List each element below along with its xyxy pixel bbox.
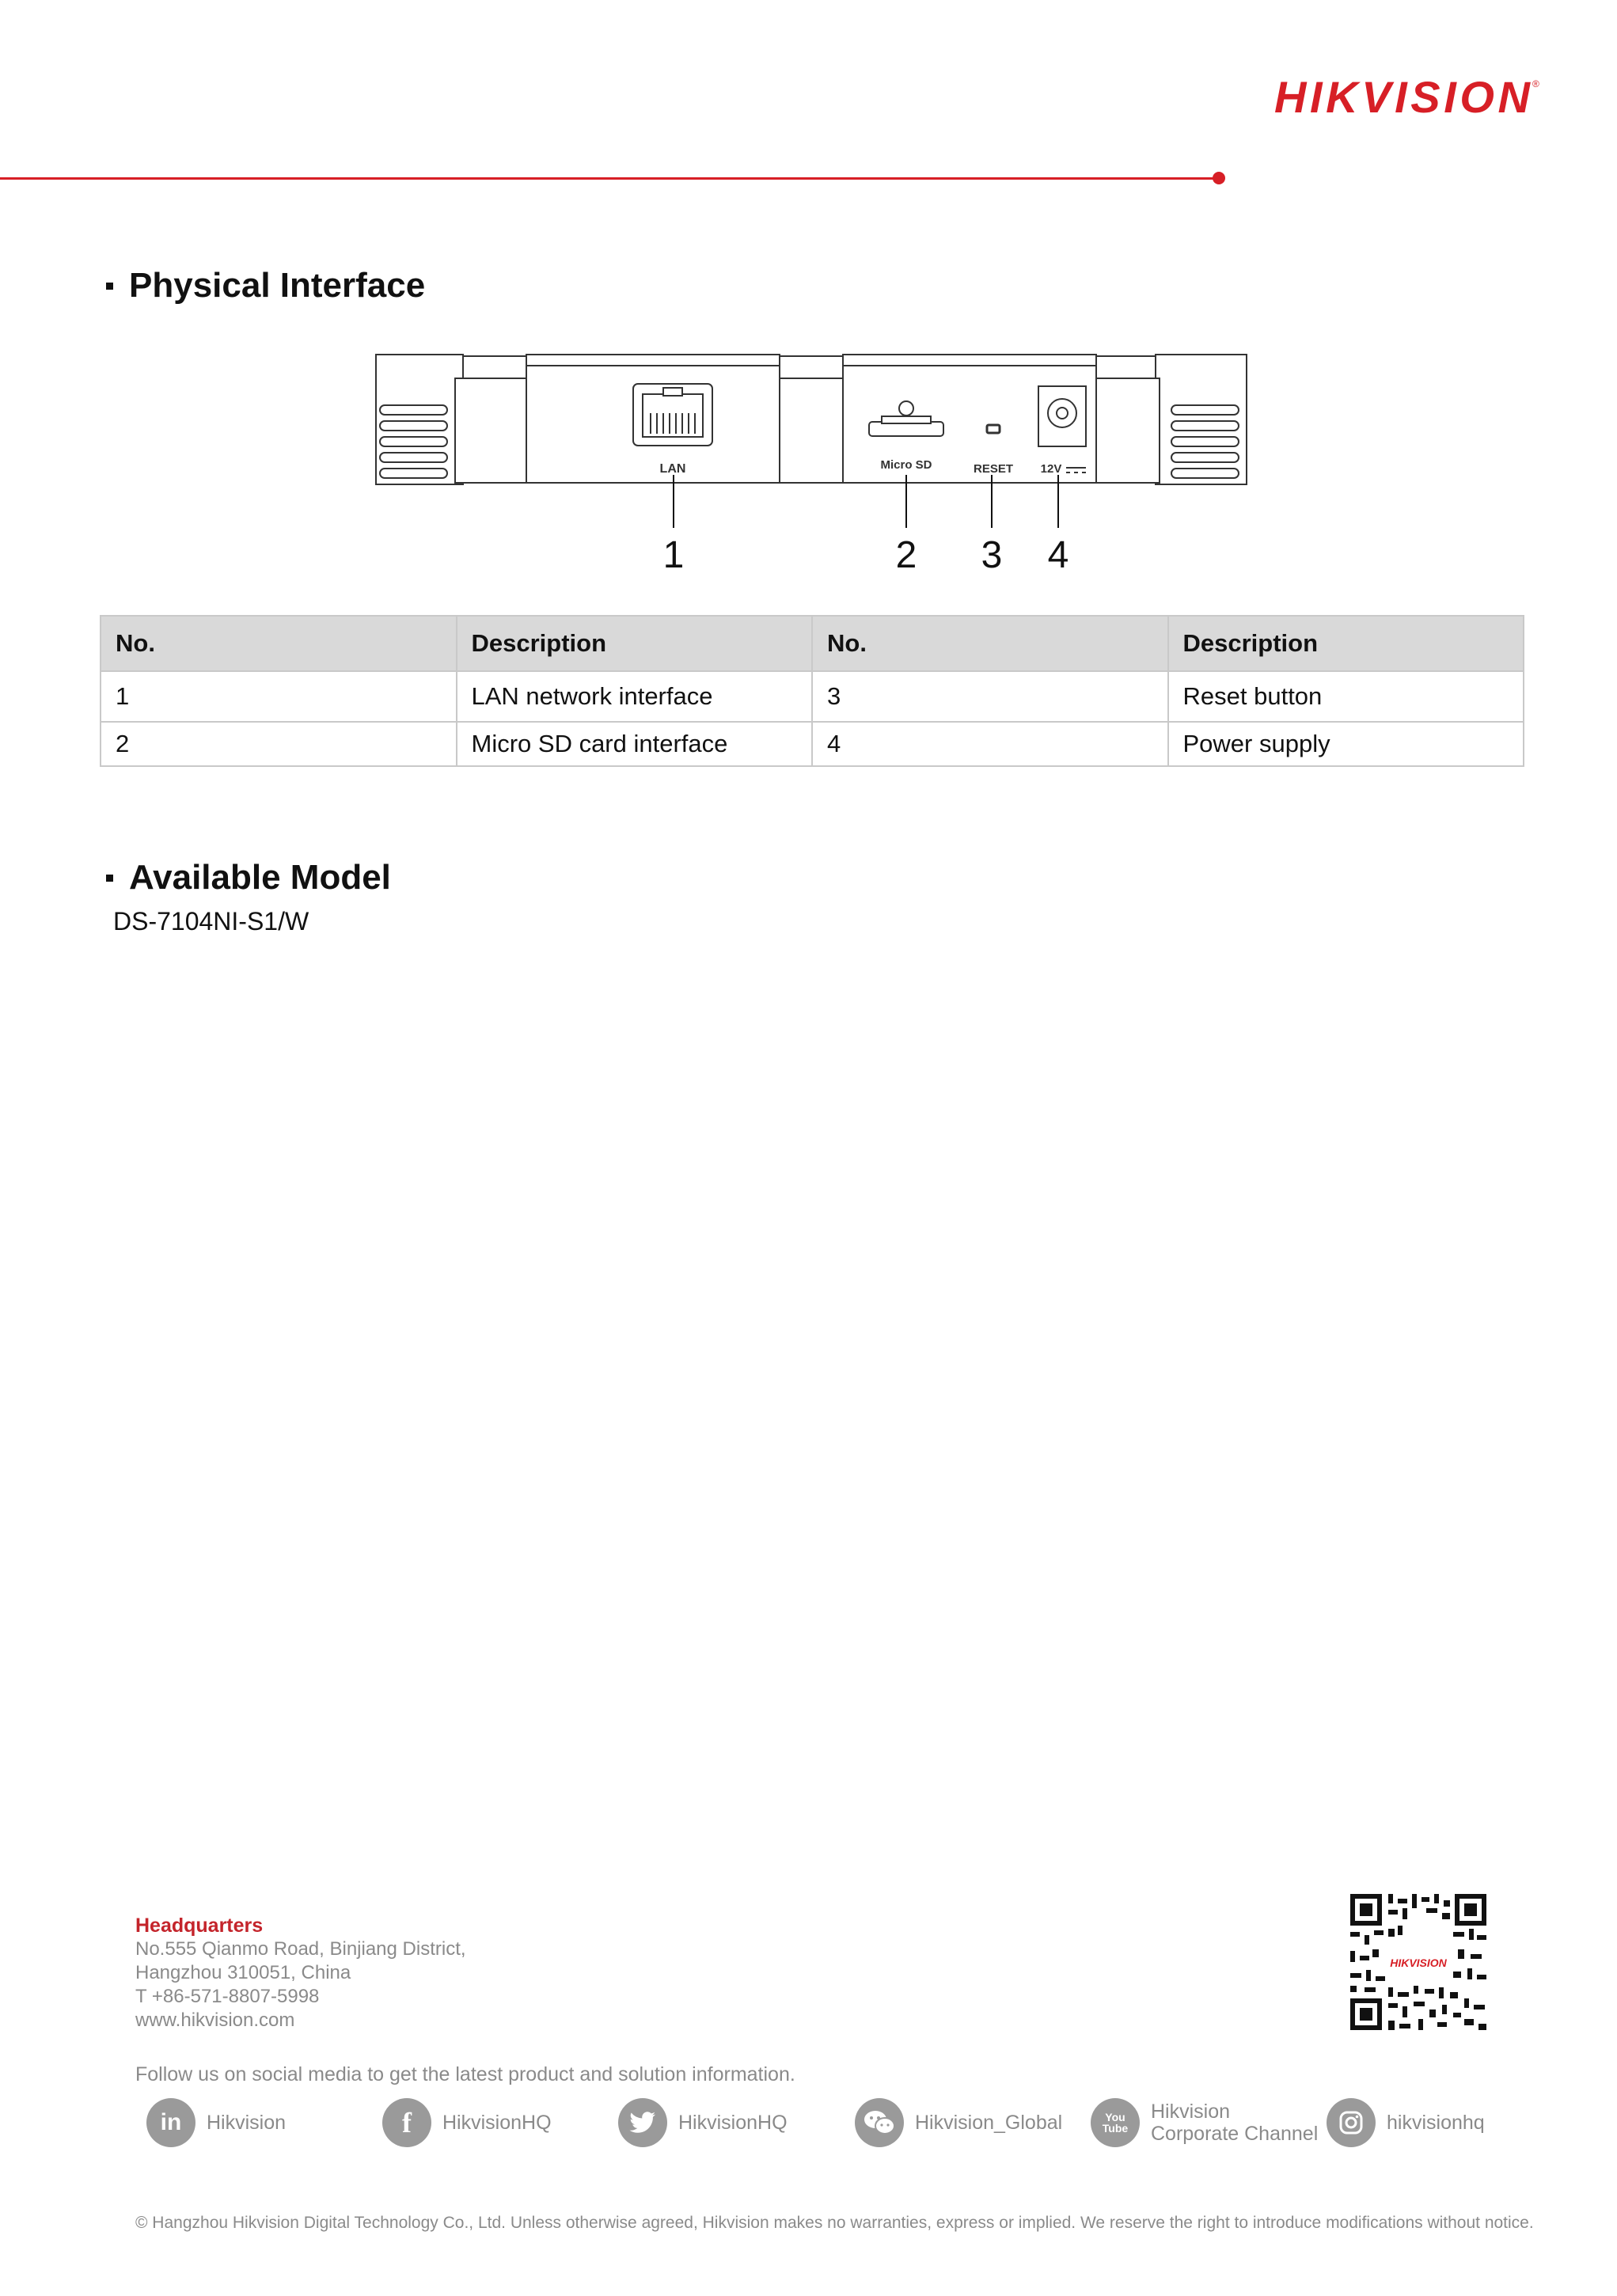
- social-facebook[interactable]: [382, 2097, 552, 2148]
- table-header-cell: Description: [457, 616, 813, 671]
- table-row: [101, 722, 1524, 766]
- social-label: Hikvision: [1151, 2101, 1231, 2123]
- table-cell: 1: [101, 671, 457, 722]
- physical-interface-heading: [106, 266, 425, 306]
- table-cell: Power supply: [1168, 722, 1524, 766]
- table-cell: 3: [812, 671, 1168, 722]
- available-model-heading: [106, 858, 391, 898]
- available-model-title: Available Model: [129, 858, 391, 897]
- callout-3: 3: [981, 534, 1003, 576]
- table-cell: Micro SD card interface: [457, 722, 813, 766]
- youtube-icon: You Tube: [1091, 2098, 1140, 2147]
- headquarters-title: Headquarters: [135, 1915, 264, 1937]
- power-label: 12V: [1040, 462, 1062, 476]
- website-link[interactable]: www.hikvision.com: [135, 2009, 295, 2031]
- table-header-cell: No.: [101, 616, 457, 671]
- lan-port-label: LAN: [659, 462, 686, 476]
- table-cell: 4: [812, 722, 1168, 766]
- address-line: Hangzhou 310051, China: [135, 1962, 351, 1983]
- copyright-notice: © Hangzhou Hikvision Digital Technology Co., Ltd. Unless otherwise agreed, Hikvision makes no warranties, express or implied. We reserve the right to introduce modifications without notice.: [135, 2214, 1534, 2232]
- qr-brand-label: HIKVISION: [1390, 1956, 1447, 1969]
- social-label: HikvisionHQ: [678, 2112, 788, 2134]
- social-instagram[interactable]: [1327, 2097, 1485, 2148]
- social-wechat[interactable]: [855, 2097, 1062, 2148]
- social-label: Hikvision_Global: [915, 2112, 1063, 2134]
- callout-1: 1: [662, 534, 685, 576]
- social-label: HikvisionHQ: [442, 2112, 552, 2134]
- social-linkedin[interactable]: [146, 2097, 286, 2148]
- heading-bullet: [106, 875, 113, 882]
- callout-2: 2: [895, 534, 917, 576]
- reset-button-shape: [987, 425, 1000, 433]
- address-line: No.555 Qianmo Road, Binjiang District,: [135, 1938, 466, 1960]
- headquarters-block: [135, 1914, 466, 2032]
- header-divider: [0, 177, 1219, 180]
- reset-label: RESET: [973, 462, 1014, 476]
- physical-interface-title: Physical Interface: [129, 266, 426, 305]
- model-number: DS-7104NI-S1/W: [113, 907, 309, 935]
- wechat-icon: [855, 2098, 904, 2147]
- svg-text:®: ®: [1532, 78, 1539, 89]
- table-header-cell: No.: [812, 616, 1168, 671]
- heading-bullet: [106, 283, 113, 290]
- table-header-row: [101, 616, 1524, 671]
- social-youtube[interactable]: [1091, 2097, 1318, 2148]
- linkedin-icon: in: [146, 2098, 195, 2147]
- table-row: [101, 671, 1524, 722]
- table-cell: LAN network interface: [457, 671, 813, 722]
- social-label: Corporate Channel: [1151, 2123, 1319, 2145]
- power-jack: [1038, 386, 1086, 446]
- header-divider-dot: [1213, 172, 1225, 184]
- instagram-icon: [1327, 2098, 1376, 2147]
- social-twitter[interactable]: [618, 2097, 788, 2148]
- svg-text:HIKVISION: HIKVISION: [1274, 73, 1529, 122]
- lan-port: [633, 384, 712, 446]
- twitter-icon: [618, 2098, 667, 2147]
- qr-code[interactable]: [1350, 1894, 1486, 2030]
- social-follow-text: Follow us on social media to get the latest product and solution information.: [135, 2063, 795, 2085]
- table-cell: Reset button: [1168, 671, 1524, 722]
- callout-4: 4: [1047, 534, 1069, 576]
- facebook-icon: f: [382, 2098, 431, 2147]
- table-header-cell: Description: [1168, 616, 1524, 671]
- hikvision-logo: [1274, 73, 1543, 122]
- interface-table: [100, 615, 1524, 767]
- social-label: hikvisionhq: [1387, 2112, 1485, 2134]
- table-cell: 2: [101, 722, 457, 766]
- phone-number: T +86-571-8807-5998: [135, 1986, 320, 2007]
- micro-sd-label: Micro SD: [880, 458, 932, 472]
- social-label: Hikvision: [207, 2112, 287, 2134]
- device-rear-panel-diagram: [372, 348, 1258, 586]
